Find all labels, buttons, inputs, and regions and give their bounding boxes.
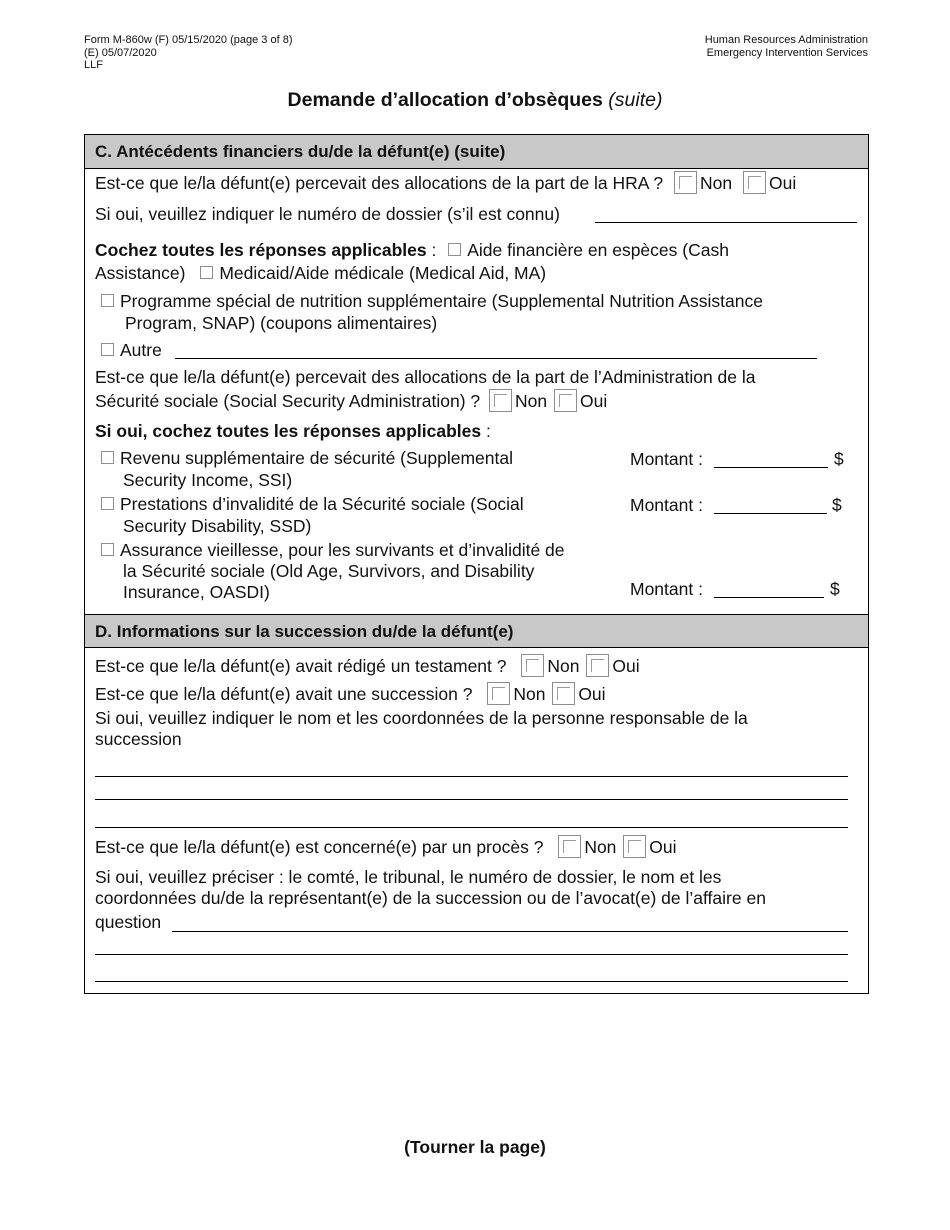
oasdi-label-3: Insurance, OASDI) (123, 582, 270, 602)
ssd-row (101, 494, 524, 516)
ssi-checkbox[interactable] (101, 451, 114, 464)
ssa-question-row (95, 389, 607, 413)
lawsuit-detail-line-2[interactable] (95, 954, 848, 955)
other-field[interactable] (175, 358, 817, 359)
other-row (101, 340, 162, 362)
oasdi-amount-field[interactable] (714, 597, 824, 598)
snap-label-2: Program, SNAP) (coupons alimentaires) (125, 313, 438, 333)
agency-identifier (705, 34, 868, 59)
snap-checkbox[interactable] (101, 294, 114, 307)
will-oui-checkbox[interactable] (586, 654, 609, 677)
hra-oui-label: Oui (768, 173, 797, 193)
snap-label-1: Programme spécial de nutrition supplémentaire (Supplemental Nutrition Assistance (120, 291, 763, 311)
page-title (0, 89, 950, 112)
estate-non-label: Non (513, 684, 546, 704)
will-question-label: Est-ce que le/la défunt(e) avait rédigé un testament ? (95, 656, 507, 676)
estate-contact-label-2: succession (95, 729, 182, 749)
lawsuit-oui-checkbox[interactable] (623, 835, 646, 858)
estate-contact-line-1[interactable] (95, 776, 848, 777)
estate-oui-label: Oui (578, 684, 606, 704)
cash-assistance-checkbox[interactable] (448, 243, 461, 256)
programs-instruction-colon: : (426, 240, 437, 260)
hra-non-label: Non (699, 173, 733, 193)
oasdi-row (101, 540, 565, 562)
oasdi-amount-label: Montant : (630, 579, 703, 599)
medicaid-checkbox[interactable] (200, 266, 213, 279)
lawsuit-question-row (95, 835, 677, 859)
other-label: Autre (120, 340, 162, 360)
ssa-programs-instruction: Si oui, cochez toutes les réponses applicables (95, 421, 482, 441)
will-non-checkbox[interactable] (521, 654, 544, 677)
estate-contact-line-3[interactable] (95, 827, 848, 828)
will-question-row (95, 654, 640, 678)
ssi-row (101, 448, 513, 470)
ssa-question-label-2: Sécurité sociale (Social Security Administration) ? (95, 391, 481, 411)
oasdi-label-2: la Sécurité sociale (Old Age, Survivors, and Disability (123, 561, 535, 581)
lawsuit-detail-line-1[interactable] (172, 931, 848, 932)
form-english-date: (E) 05/07/2020 (84, 46, 157, 59)
ssi-amount-field[interactable] (714, 467, 828, 468)
estate-oui-checkbox[interactable] (552, 682, 575, 705)
lawsuit-detail-line-3[interactable] (95, 981, 848, 982)
lawsuit-non-checkbox[interactable] (558, 835, 581, 858)
section-c-heading: C. Antécédents financiers du/de la défunt(e) (suite) (85, 135, 868, 169)
estate-contact-line-2[interactable] (95, 799, 848, 800)
oasdi-label-1: Assurance vieillesse, pour les survivants et d’invalidité de (120, 540, 565, 560)
estate-contact-label-1: Si oui, veuillez indiquer le nom et les coordonnées de la personne responsable de la (95, 708, 748, 728)
will-oui-label: Oui (612, 656, 640, 676)
other-checkbox[interactable] (101, 343, 114, 356)
section-d-heading: D. Informations sur la succession du/de la défunt(e) (85, 614, 868, 648)
ssd-dollar-sign: $ (832, 495, 842, 515)
page-title-suffix: (suite) (608, 89, 663, 111)
will-non-label: Non (547, 656, 580, 676)
ssd-checkbox[interactable] (101, 497, 114, 510)
programs-row-1 (95, 240, 729, 262)
oasdi-checkbox[interactable] (101, 543, 114, 556)
estate-non-checkbox[interactable] (487, 682, 510, 705)
oasdi-dollar-sign: $ (830, 579, 840, 599)
case-number-label: Si oui, veuillez indiquer le numéro de dossier (s’il est connu) (95, 204, 560, 224)
lawsuit-detail-label-1: Si oui, veuillez préciser : le comté, le tribunal, le numéro de dossier, le nom et les (95, 867, 722, 887)
ssa-question-label-1: Est-ce que le/la défunt(e) percevait des allocations de la part de l’Administration de la (95, 367, 756, 387)
estate-question-label: Est-ce que le/la défunt(e) avait une succession ? (95, 684, 473, 704)
lawsuit-detail-label-2: coordonnées du/de la représentant(e) de la succession ou de l’avocat(e) de l’affaire en (95, 888, 766, 908)
lawsuit-non-label: Non (584, 837, 617, 857)
ssi-dollar-sign: $ (834, 449, 844, 469)
case-number-field[interactable] (595, 222, 857, 223)
agency-division: Emergency Intervention Services (706, 46, 868, 59)
lawsuit-oui-label: Oui (649, 837, 677, 857)
lawsuit-question-label: Est-ce que le/la défunt(e) est concerné(e) par un procès ? (95, 837, 544, 857)
ssa-non-label: Non (515, 391, 548, 411)
hra-oui-checkbox[interactable] (743, 171, 766, 194)
ssi-label-2: Security Income, SSI) (123, 470, 293, 490)
programs-instruction: Cochez toutes les réponses applicables (95, 240, 427, 260)
cash-assistance-label-2: Assistance) (95, 263, 186, 283)
hra-question-row (95, 171, 796, 195)
estate-question-row (95, 682, 606, 706)
ssa-oui-checkbox[interactable] (554, 389, 577, 412)
medicaid-label: Medicaid/Aide médicale (Medical Aid, MA) (219, 263, 547, 283)
form-box (84, 134, 869, 994)
form-identifier (84, 34, 292, 72)
ssd-label-1: Prestations d’invalidité de la Sécurité sociale (Social (120, 494, 524, 514)
page-title-main: Demande d’allocation d’obsèques (287, 89, 603, 111)
form-code: LLF (84, 59, 103, 71)
form-number: Form M-860w (F) 05/15/2020 (page 3 of 8) (84, 34, 293, 46)
ssa-programs-instruction-colon: : (481, 421, 491, 441)
turn-page-note: (Tourner la page) (404, 1137, 546, 1157)
snap-row (101, 291, 763, 313)
programs-row-2 (95, 263, 546, 285)
ssd-label-2: Security Disability, SSD) (123, 516, 312, 536)
ssa-non-checkbox[interactable] (489, 389, 512, 412)
hra-question-label: Est-ce que le/la défunt(e) percevait des allocations de la part de la HRA ? (95, 173, 664, 193)
ssi-amount-label: Montant : (630, 449, 703, 469)
ssi-label-1: Revenu supplémentaire de sécurité (Supplemental (120, 448, 514, 468)
lawsuit-detail-label-3: question (95, 912, 162, 932)
ssa-oui-label: Oui (580, 391, 608, 411)
ssd-amount-field[interactable] (714, 513, 827, 514)
cash-assistance-label-1: Aide financière en espèces (Cash (467, 240, 729, 260)
agency-name: Human Resources Administration (704, 34, 868, 46)
hra-non-checkbox[interactable] (674, 171, 697, 194)
ssa-programs-instruction-row (95, 421, 491, 443)
ssd-amount-label: Montant : (630, 495, 703, 515)
